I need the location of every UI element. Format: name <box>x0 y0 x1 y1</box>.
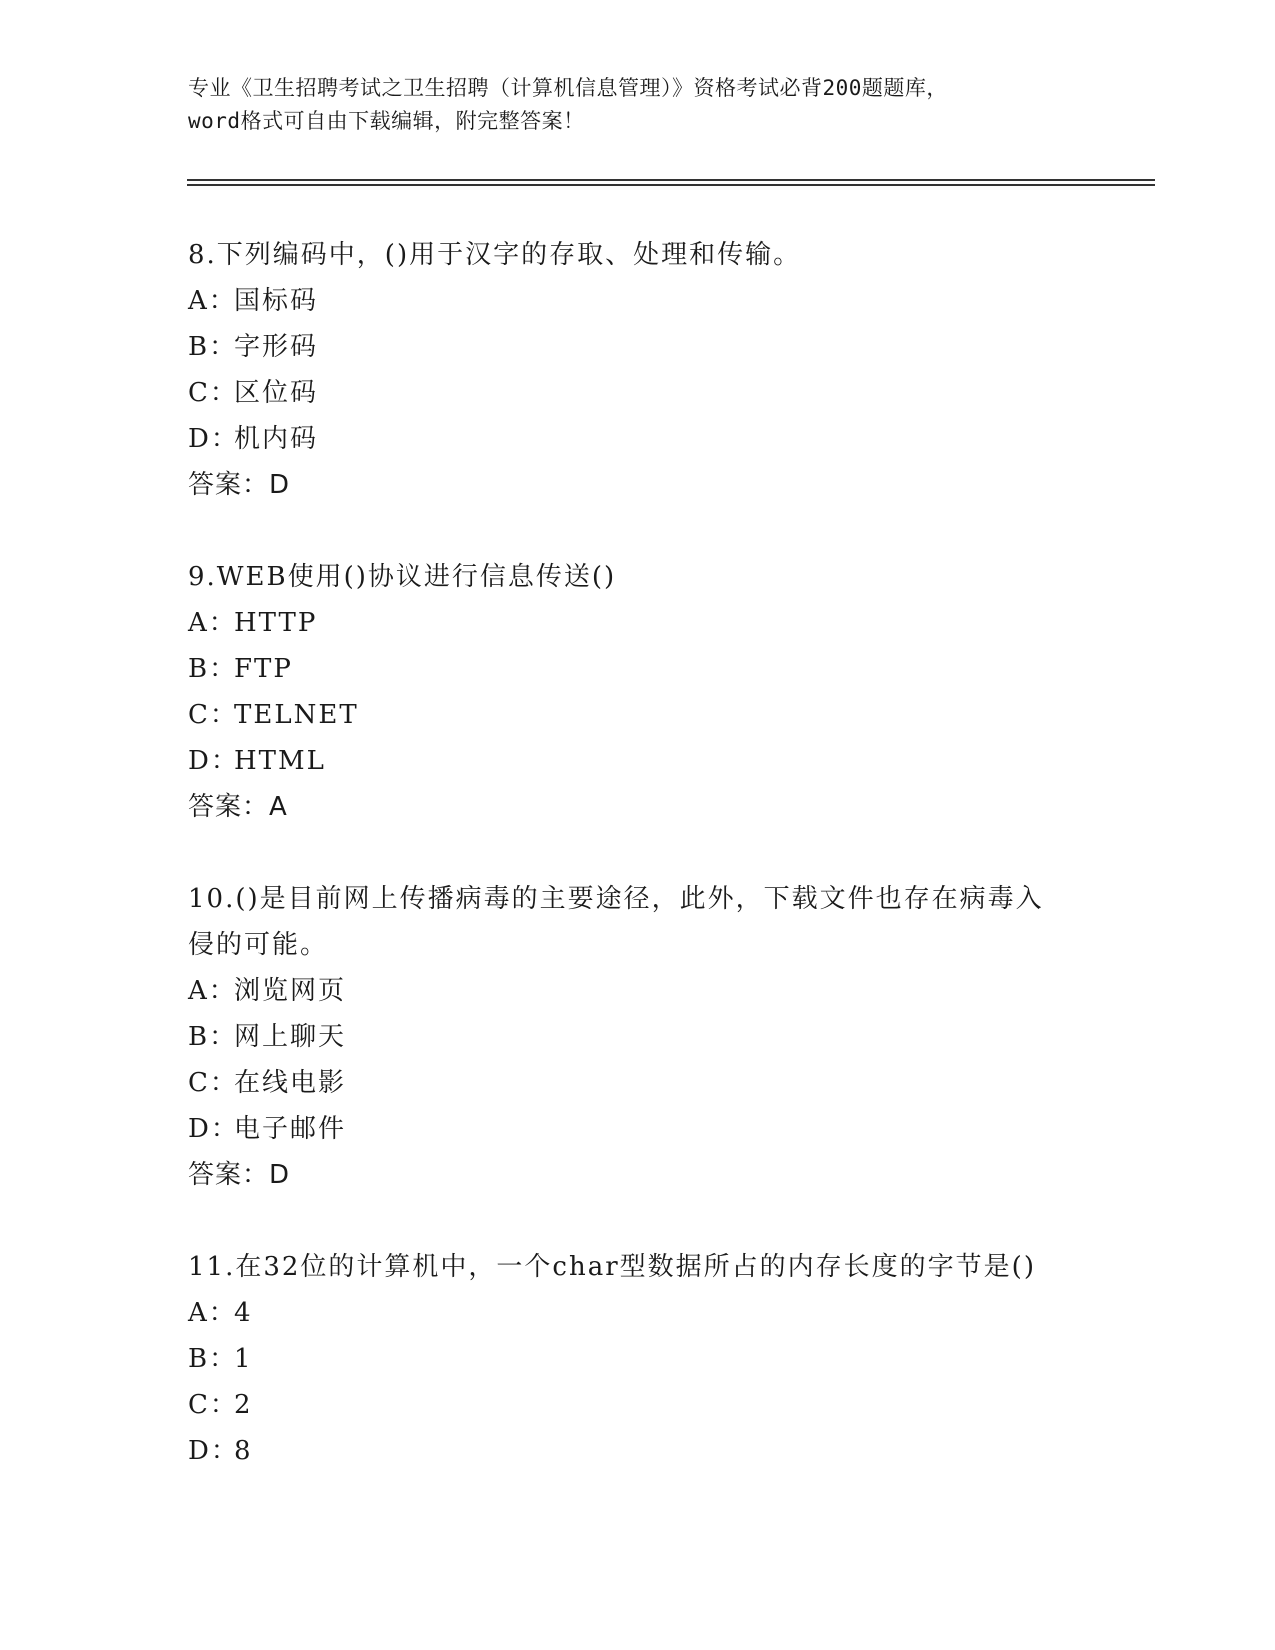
option-c <box>188 692 1088 738</box>
question-stem: 8.下列编码中，()用于汉字的存取、处理和传输。 <box>188 240 802 270</box>
option-b <box>188 1336 1088 1382</box>
question-9 <box>188 554 1088 830</box>
option-b <box>188 324 1088 370</box>
option-letter: C： <box>188 378 238 408</box>
option-text: 8 <box>234 1436 253 1466</box>
option-text: 机内码 <box>234 424 319 454</box>
option-text: 2 <box>234 1390 253 1420</box>
option-letter: B： <box>188 654 238 684</box>
option-text: 4 <box>234 1298 253 1328</box>
option-a <box>188 1290 1088 1336</box>
option-a <box>188 968 1088 1014</box>
question-11 <box>188 1244 1088 1474</box>
question-8 <box>188 232 1088 508</box>
option-letter: C： <box>188 1068 238 1098</box>
option-letter: A： <box>188 608 237 638</box>
question-stem: 11.在32位的计算机中，一个char型数据所占的内存长度的字节是() <box>188 1252 1036 1282</box>
option-c <box>188 1060 1088 1106</box>
option-text: 1 <box>234 1344 253 1374</box>
question-list <box>188 232 1088 1520</box>
option-text: 网上聊天 <box>234 1022 347 1052</box>
option-letter: C： <box>188 1390 238 1420</box>
option-text: 字形码 <box>234 332 319 362</box>
option-letter: B： <box>188 1344 238 1374</box>
header-divider-bottom <box>187 184 1155 186</box>
option-b <box>188 646 1088 692</box>
option-letter: C： <box>188 700 238 730</box>
answer-line: 答案：A <box>188 792 288 822</box>
option-text: 电子邮件 <box>234 1114 347 1144</box>
header-divider-top <box>187 179 1155 181</box>
option-text: TELNET <box>234 700 359 730</box>
answer-line: 答案：D <box>188 470 291 500</box>
option-a <box>188 600 1088 646</box>
option-a <box>188 278 1088 324</box>
option-letter: B： <box>188 1022 238 1052</box>
header-line-2: word格式可自由下载编辑，附完整答案！ <box>188 109 585 133</box>
option-letter: D： <box>188 1436 239 1466</box>
question-10 <box>188 876 1088 1198</box>
option-d <box>188 1106 1088 1152</box>
option-text: FTP <box>234 654 293 684</box>
option-d <box>188 738 1088 784</box>
option-text: 国标码 <box>234 286 319 316</box>
option-letter: D： <box>188 424 239 454</box>
option-letter: D： <box>188 746 239 776</box>
question-stem-continued: 侵的可能。 <box>188 930 329 960</box>
option-d <box>188 416 1088 462</box>
option-text: 浏览网页 <box>234 976 347 1006</box>
option-d <box>188 1428 1088 1474</box>
option-letter: A： <box>188 1298 237 1328</box>
header-line-1: 专业《卫生招聘考试之卫生招聘（计算机信息管理）》资格考试必背200题题库， <box>188 76 948 100</box>
option-c <box>188 1382 1088 1428</box>
option-letter: D： <box>188 1114 239 1144</box>
question-stem: 10.()是目前网上传播病毒的主要途径，此外，下载文件也存在病毒入 <box>188 884 1044 914</box>
option-b <box>188 1014 1088 1060</box>
option-text: 区位码 <box>234 378 319 408</box>
answer-line: 答案：D <box>188 1160 291 1190</box>
option-letter: A： <box>188 976 237 1006</box>
option-c <box>188 370 1088 416</box>
option-text: HTTP <box>234 608 318 638</box>
document-header <box>188 72 1088 138</box>
option-letter: B： <box>188 332 238 362</box>
question-stem: 9.WEB使用()协议进行信息传送() <box>188 562 617 592</box>
option-text: 在线电影 <box>234 1068 347 1098</box>
option-text: HTML <box>234 746 326 776</box>
option-letter: A： <box>188 286 237 316</box>
